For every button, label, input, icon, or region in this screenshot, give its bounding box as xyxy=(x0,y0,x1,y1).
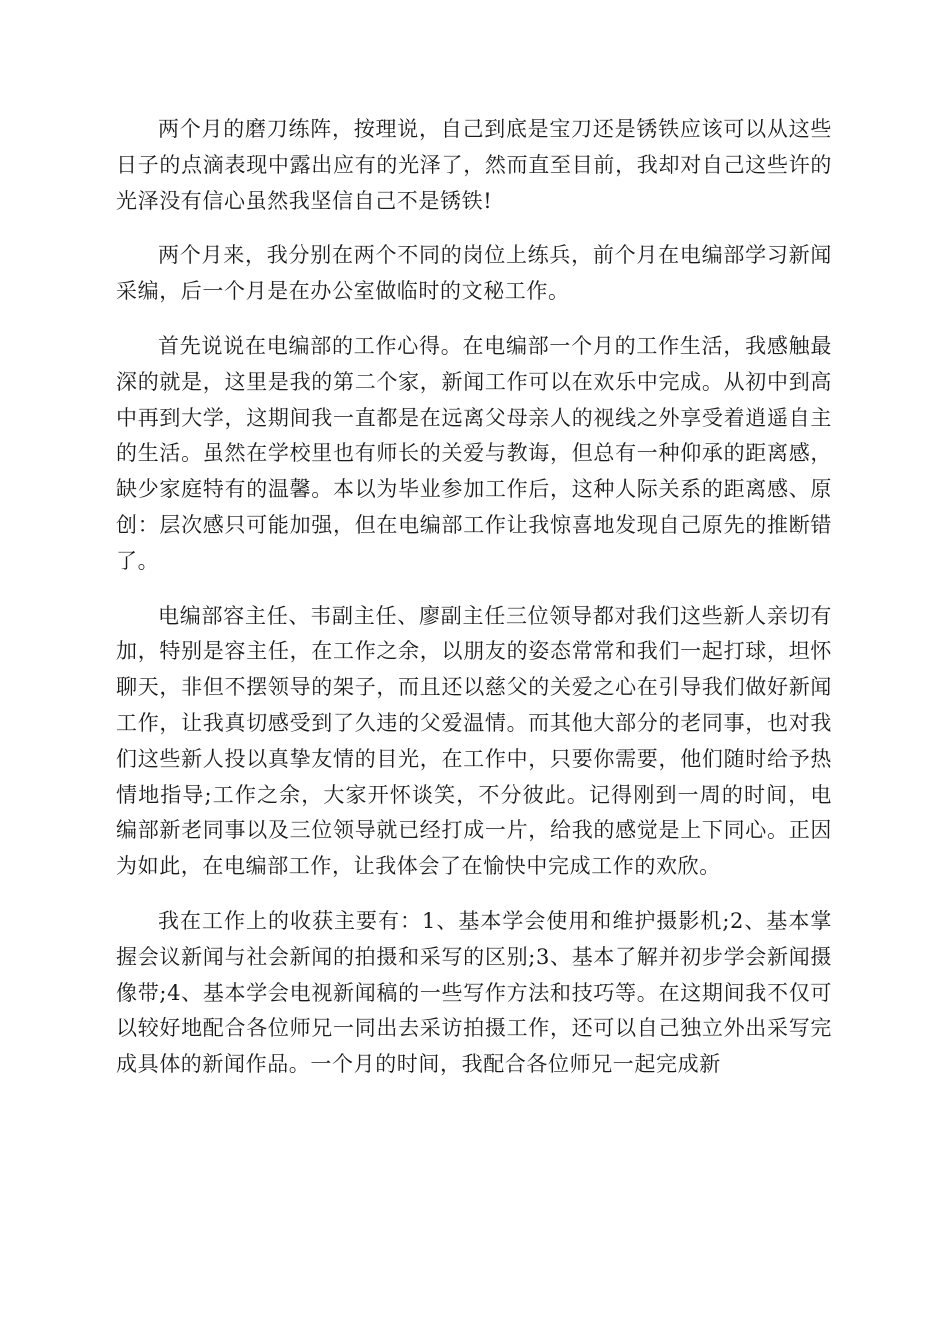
paragraph: 我在工作上的收获主要有：1、基本学会使用和维护摄影机;2、基本掌握会议新闻与社会新闻的拍摄和采写的区别;3、基本了解并初步学会新闻摄像带;4、基本学会电视新闻稿的一些写作方法和技巧等。在这期间我不仅可以较好地配合各位师兄一同出去采访拍摄工作，还可以自己独立外出采写完成具体的新闻作品。一个月的时间，我配合各位师兄一起完成新 xyxy=(116,908,832,1077)
paragraph: 两个月来，我分别在两个不同的岗位上练兵，前个月在电编部学习新闻采编，后一个月是在办公室做临时的文秘工作。 xyxy=(116,243,832,304)
paragraph: 两个月的磨刀练阵，按理说，自己到底是宝刀还是锈铁应该可以从这些日子的点滴表现中露出应有的光泽了，然而直至目前，我却对自己这些许的光泽没有信心虽然我坚信自己不是锈铁! xyxy=(116,117,832,213)
paragraph: 电编部容主任、韦副主任、廖副主任三位领导都对我们这些新人亲切有加，特别是容主任，在工作之余，以朋友的姿态常常和我们一起打球，坦怀聊天，非但不摆领导的架子，而且还以慈父的关爱之心在引导我们做好新闻工作，让我真切感受到了久违的父爱温情。而其他大部分的老同事，也对我们这些新人投以真挚友情的目光，在工作中，只要你需要，他们随时给予热情地指导;工作之余，大家开怀谈笑，不分彼此。记得刚到一周的时间，电编部新老同事以及三位领导就已经打成一片，给我的感觉是上下同心。正因为如此，在电编部工作，让我体会了在愉快中完成工作的欢欣。 xyxy=(116,603,832,879)
paragraph: 首先说说在电编部的工作心得。在电编部一个月的工作生活，我感触最深的就是，这里是我的第二个家，新闻工作可以在欢乐中完成。从初中到高中再到大学，这期间我一直都是在远离父母亲人的视线之外享受着逍遥自主的生活。虽然在学校里也有师长的关爱与教诲，但总有一种仰承的距离感，缺少家庭特有的温馨。本以为毕业参加工作后，这种人际关系的距离感、原创：层次感只可能加强，但在电编部工作让我惊喜地发现自己原先的推断错了。 xyxy=(116,333,832,573)
document-body xyxy=(116,112,832,1102)
